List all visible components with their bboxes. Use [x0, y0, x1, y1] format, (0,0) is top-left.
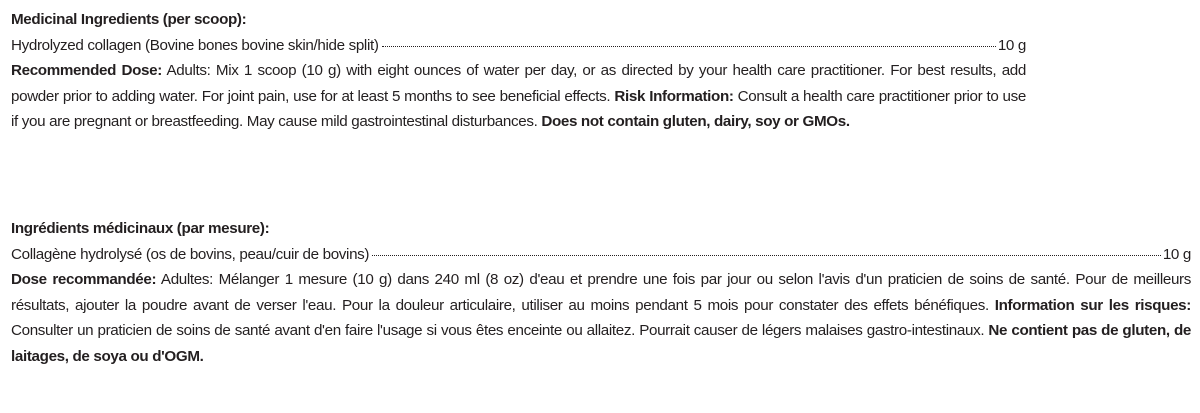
recommended-dose-label-fr: Dose recommandée: [11, 271, 157, 288]
risk-information-text-fr: Consulter un praticien de soins de santé avant d'en faire l'usage si vous êtes enceinte ou allaitez. Pourrait causer de légers malaises gastro-intestinaux. [11, 322, 989, 339]
english-section [11, 7, 1026, 135]
dot-leader [382, 46, 996, 47]
ingredient-amount: 10 g [997, 36, 1026, 54]
ingredient-name: Hydrolyzed collagen (Bovine bones bovine skin/hide split) [11, 36, 379, 54]
directions-paragraph-fr [11, 267, 1191, 369]
ingredient-row [11, 33, 1026, 59]
ingredient-row-fr [11, 242, 1191, 268]
risk-information-label: Risk Information: [614, 87, 734, 105]
free-from-statement-fr: Ne contient pas de gluten, de laitages, de soya ou d'OGM. [11, 322, 1191, 365]
risk-information-label-fr: Information sur les risques: [994, 296, 1191, 314]
risk-information-text: Consult a health care practitioner prior to use if you are pregnant or breastfeeding. May cause mild gastrointestinal disturbances. [11, 87, 1026, 130]
directions-paragraph [11, 58, 1026, 135]
medicinal-ingredients-heading-fr: Ingrédients médicinaux (par mesure): [11, 220, 270, 237]
recommended-dose-text-fr: Adultes: Mélanger 1 mesure (10 g) dans 240 ml (8 oz) d'eau et prendre une fois par jour ou selon l'avis d'un praticien de soins de santé. Pour de meilleurs résultats, ajouter la poudre avant de verser l'eau. Pour la douleur articulaire, utiliser au moins pendant 5 mois pour constater des effets bénéfiques. [11, 271, 1191, 314]
french-section [11, 216, 1191, 369]
free-from-statement: Does not contain gluten, dairy, soy or GMOs. [541, 113, 850, 130]
dot-leader-fr [372, 255, 1161, 256]
ingredient-amount-fr: 10 g [1162, 245, 1191, 263]
medicinal-ingredients-heading: Medicinal Ingredients (per scoop): [11, 11, 247, 28]
recommended-dose-text: Adults: Mix 1 scoop (10 g) with eight ounces of water per day, or as directed by your health care practitioner. For best results, add powder prior to adding water. For joint pain, use for at least 5 months to see beneficial effects. [11, 62, 1026, 105]
recommended-dose-label: Recommended Dose: [11, 62, 162, 79]
ingredient-name-fr: Collagène hydrolysé (os de bovins, peau/cuir de bovins) [11, 245, 370, 263]
